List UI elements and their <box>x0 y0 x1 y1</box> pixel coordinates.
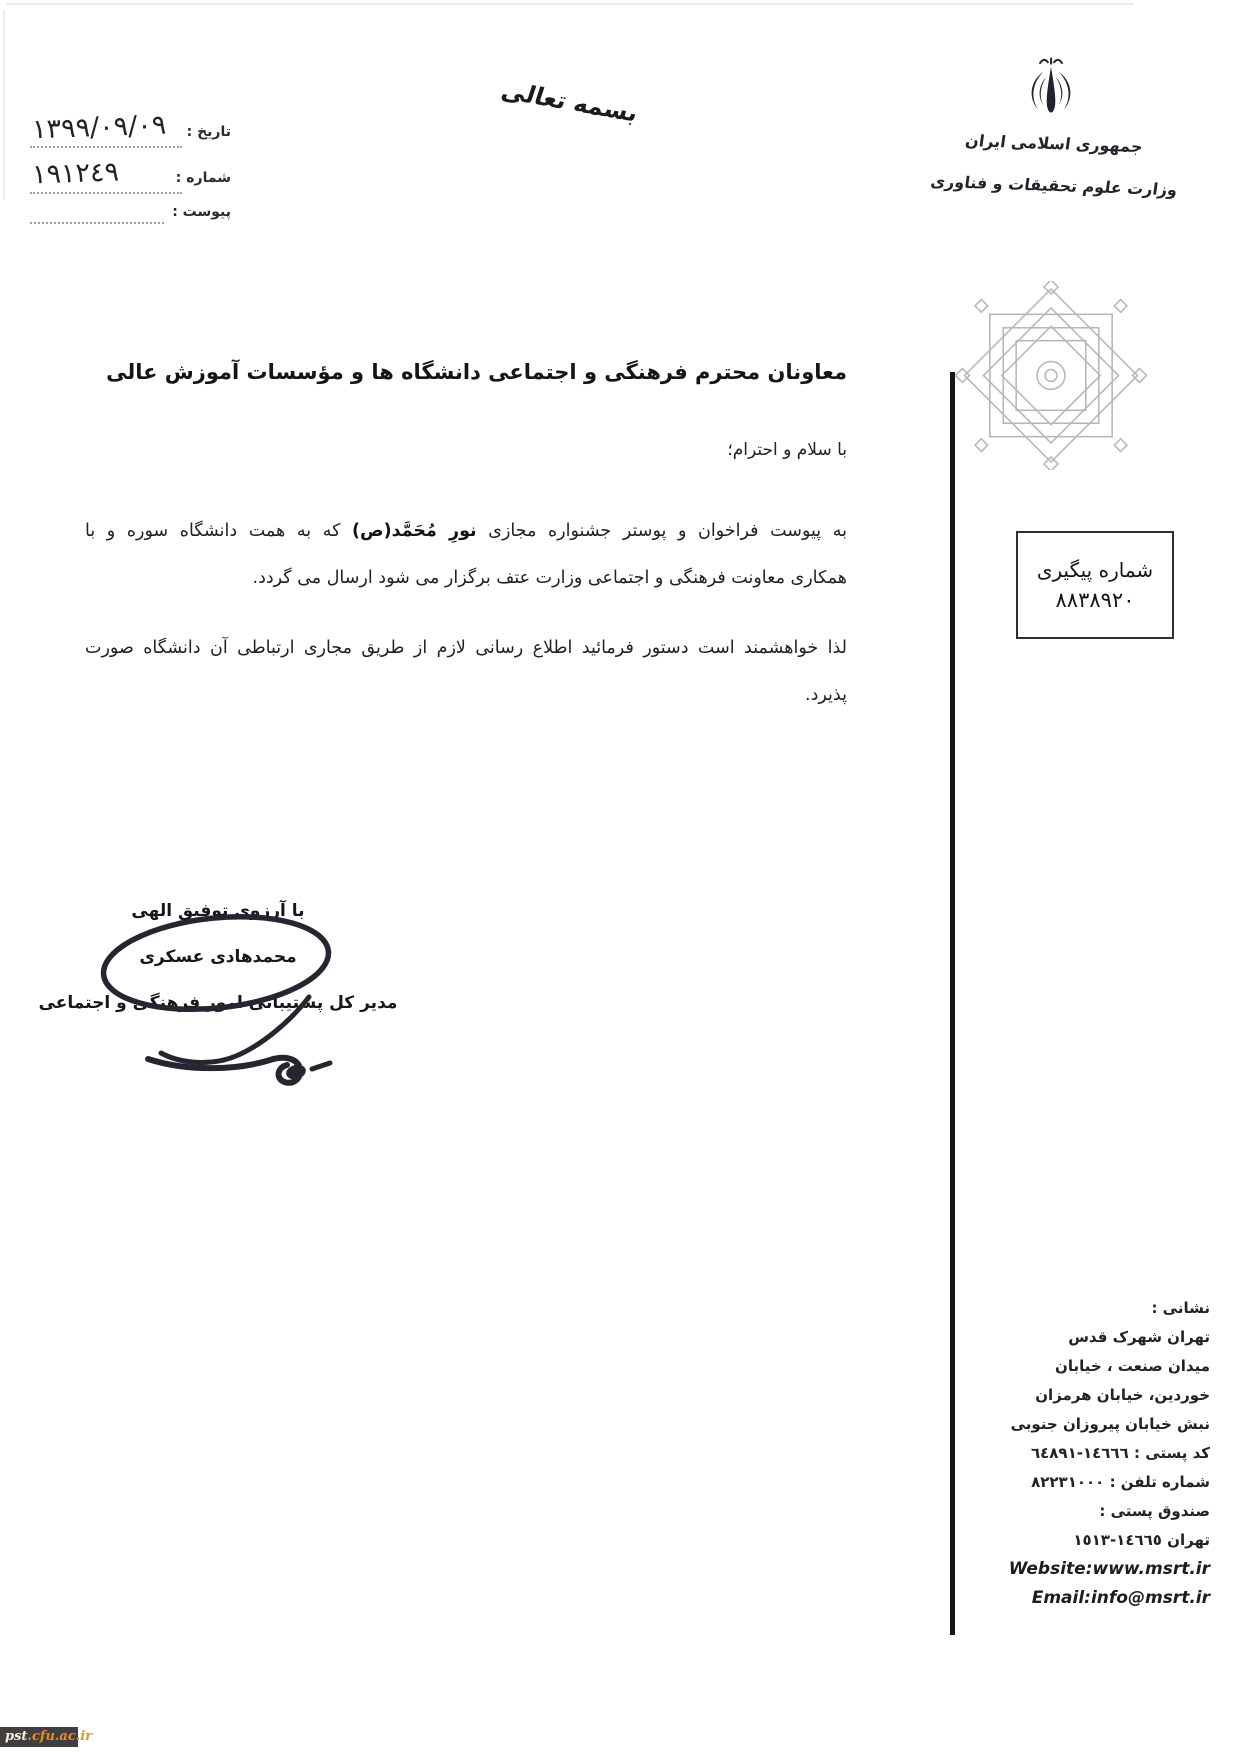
date-dotted-line <box>30 146 182 148</box>
letter-number-value: ١٩١٢٤٩ <box>31 156 120 191</box>
website-line: Website:www.msrt.ir <box>1008 1559 1210 1579</box>
signature-scribble <box>88 908 348 1098</box>
address-line-3: خوردین، خیابان هرمزان <box>1035 1386 1210 1404</box>
pobox-label: صندوق پستی : <box>1099 1502 1210 1520</box>
islamic-star-ornament-icon <box>955 281 1147 470</box>
address-label: نشانی : <box>1151 1299 1210 1317</box>
address-line-1: تهران شهرک قدس <box>1068 1328 1210 1346</box>
page-left-border <box>3 10 5 200</box>
site-watermark <box>0 1727 93 1747</box>
signatory-title: مدیر کل پشتیبانی امور فرهنگی و اجتماعی <box>38 993 398 1013</box>
pobox-value: ١٤٦٦٥-١٥١٣ <box>1073 1531 1162 1549</box>
number-label: شماره : <box>175 170 231 186</box>
paragraph-1-line-1 <box>85 508 847 555</box>
iran-emblem-icon <box>1012 56 1090 134</box>
bismillah-calligraphy: بسمه تعالی <box>498 76 642 128</box>
address-line-4: نبش خیابان پیروزان جنوبی <box>1010 1415 1210 1433</box>
signature-blessing: با آرزوی توفیق الهی <box>131 901 305 921</box>
salutation-line: با سلام و احترام؛ <box>727 440 847 460</box>
ministry-title: وزارت علوم تحقیقات و فناوری <box>929 171 1179 200</box>
postal-code-line <box>960 1439 1210 1468</box>
attachment-label: پیوست : <box>172 204 231 220</box>
letter-date-value: ١٣٩٩/٠٩/٠٩ <box>31 109 167 146</box>
vertical-rule <box>950 372 955 1635</box>
paragraph-2 <box>85 625 847 719</box>
tracking-label: شماره پیگیری <box>1036 558 1154 582</box>
signatory-name: محمدهادی عسکری <box>139 947 297 967</box>
tracking-value: ٨٨٣٨٩٢٠ <box>1055 588 1135 612</box>
watermark-prefix: pst <box>5 1729 28 1744</box>
paragraph-2-line-1: لذا خواهشمند است دستور فرمائید اطلاع رسانی لازم از طریق مجاری ارتباطی آن دانشگاه صورت <box>85 638 847 658</box>
paragraph-1-text-start: به پیوست فراخوان و پوستر جشنواره مجازی <box>476 521 847 541</box>
number-dotted-line <box>30 192 182 194</box>
phone-line <box>960 1468 1210 1497</box>
date-label: تاریخ : <box>186 124 231 140</box>
pobox-line <box>960 1526 1210 1555</box>
address-line-2: میدان صنعت ، خیابان <box>1055 1357 1210 1375</box>
email-line: Email:info@msrt.ir <box>1031 1588 1210 1608</box>
paragraph-1 <box>85 508 847 602</box>
paragraph-2-line-2: پذیرد. <box>805 685 847 705</box>
letter-meta-block <box>28 96 234 236</box>
postal-code-value: ١٤٦٦٦-٦٤٨٩١ <box>1030 1444 1129 1462</box>
watermark-domain: .cfu.ac.ir <box>27 1729 93 1744</box>
festival-name-bold: نورِ مُحَمَّد(ص) <box>352 521 477 541</box>
page-top-border <box>6 3 1134 5</box>
phone-value: ٨٢٢٣١٠٠٠ <box>1031 1473 1105 1491</box>
paragraph-1-line-2: همکاری معاونت فرهنگی و اجتماعی وزارت عتف برگزار می شود ارسال می گردد. <box>252 568 847 588</box>
attachment-dotted-line <box>30 222 164 224</box>
paragraph-1-text-end: که به همت دانشگاه سوره و با <box>85 521 353 541</box>
phone-label: شماره تلفن : <box>1104 1473 1210 1491</box>
tracking-number-box <box>1016 531 1174 639</box>
footer-address-block <box>960 1294 1210 1613</box>
recipient-line: معاونان محترم فرهنگی و اجتماعی دانشگاه ها و مؤسسات آموزش عالی <box>106 360 847 384</box>
pobox-city: تهران <box>1161 1531 1210 1549</box>
postal-code-label: کد پستی : <box>1128 1444 1210 1462</box>
country-title: جمهوری اسلامی ایران <box>964 130 1144 157</box>
